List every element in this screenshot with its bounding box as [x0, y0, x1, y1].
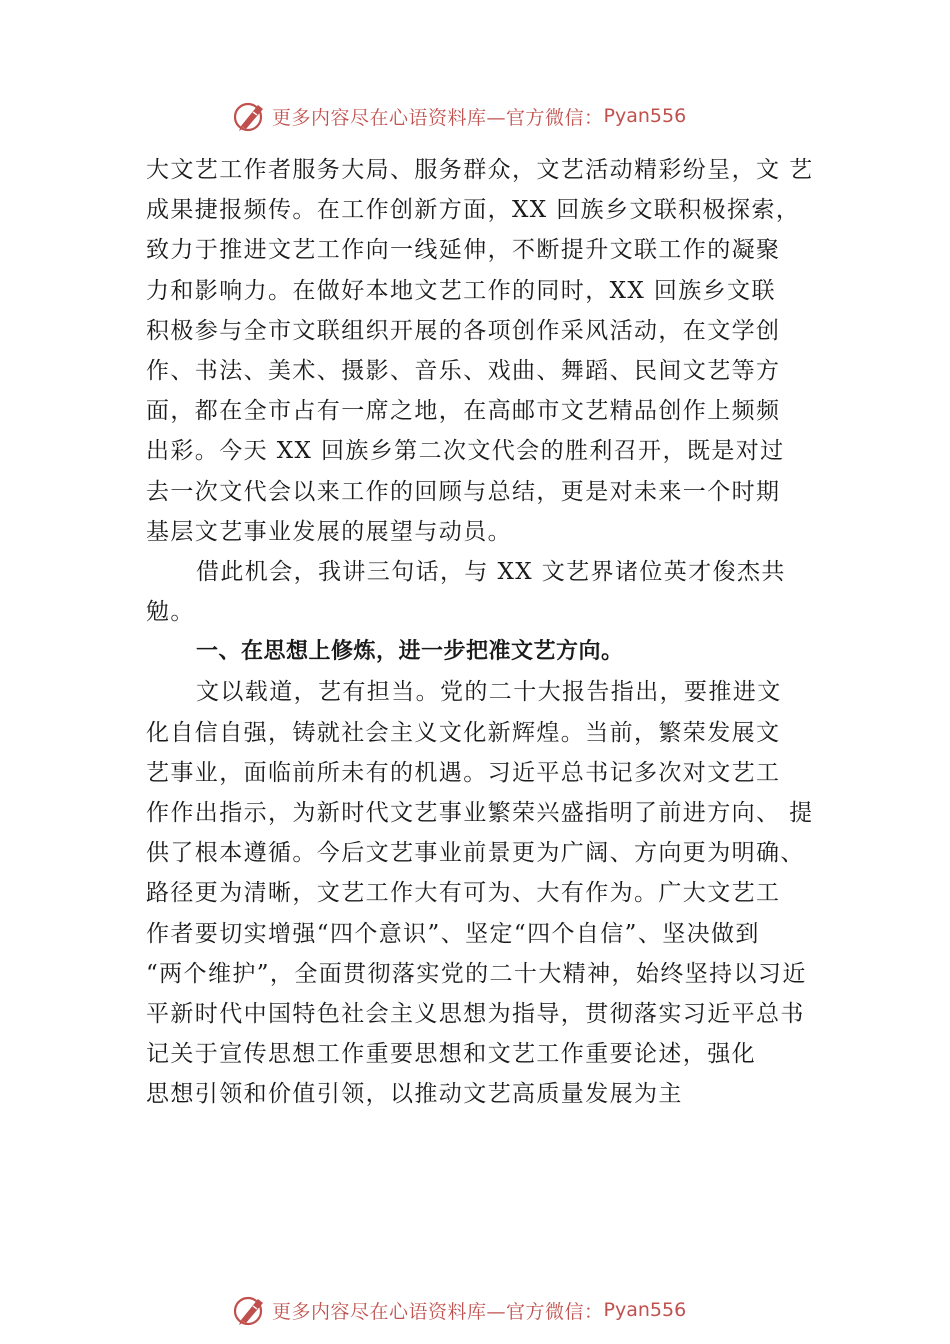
paragraph-line: 供了根本遵循。今后文艺事业前景更为广阔、方向更为明确、: [146, 840, 805, 867]
watermark-account: Pyan556: [603, 1299, 687, 1321]
paragraph-line: 化自信自强，铸就社会主义文化新辉煌。当前，繁荣发展文: [146, 719, 781, 746]
paragraph-line: 思想引领和价值引领，以推动文艺高质量发展为主: [146, 1081, 683, 1108]
paragraph-line: 借此机会，我讲三句话，与 XX 文艺界诸位英才俊杰共: [196, 558, 786, 585]
paragraph-line: 作作出指示，为新时代文艺事业繁荣兴盛指明了前进方向、 提: [146, 800, 814, 826]
paragraph-line: 勉。: [146, 599, 195, 626]
paragraph-line: 去一次文代会以来工作的回顾与总结，更是对未来一个时期: [146, 478, 781, 505]
pen-logo-icon: [232, 98, 268, 134]
watermark-text: 更多内容尽在心语资料库—官方微信：: [272, 1300, 604, 1323]
paragraph-line: 路径更为清晰，文艺工作大有可为、大有作为。广大文艺工: [146, 880, 781, 907]
header-watermark: [232, 96, 732, 136]
paragraph-line: 作者要切实增强“四个意识”、坚定“四个自信”、坚决做到: [146, 920, 760, 947]
document-body: [146, 150, 818, 1115]
paragraph-line: 面，都在全市占有一席之地，在高邮市文艺精品创作上频频: [146, 398, 781, 425]
paragraph-line: 出彩。今天 XX 回族乡第二次文代会的胜利召开，既是对过: [146, 438, 785, 465]
paragraph-line: 记关于宣传思想工作重要思想和文艺工作重要论述，强化: [146, 1041, 756, 1068]
pen-logo-icon: [232, 1292, 268, 1328]
paragraph-line: 力和影响力。在做好本地文艺工作的同时，XX 回族乡文联: [146, 277, 776, 304]
paragraph-line: 成果捷报频传。在工作创新方面，XX 回族乡文联积极探索，: [146, 197, 801, 224]
footer-watermark: [232, 1290, 732, 1330]
paragraph-line: 作、书法、美术、摄影、音乐、戏曲、舞蹈、民间文艺等方: [146, 357, 781, 384]
paragraph-line: 致力于推进文艺工作向一线延伸，不断提升文联工作的凝聚: [146, 237, 781, 264]
paragraph-line: 文以载道，艺有担当。党的二十大报告指出，要推进文: [196, 679, 782, 706]
paragraph-line: 平新时代中国特色社会主义思想为指导，贯彻落实习近平总书: [146, 1000, 805, 1027]
paragraph-line: 积极参与全市文联组织开展的各项创作采风活动，在文学创: [146, 317, 781, 344]
watermark-text: 更多内容尽在心语资料库—官方微信：: [272, 106, 604, 129]
watermark-account: Pyan556: [603, 105, 687, 127]
section-heading: 一、在思想上修炼，进一步把准文艺方向。: [196, 639, 624, 665]
paragraph-line: 大文艺工作者服务大局、服务群众，文艺活动精彩纷呈，文 艺: [146, 157, 814, 183]
paragraph-line: “两个维护”，全面贯彻落实党的二十大精神，始终坚持以习近: [146, 960, 807, 987]
paragraph-line: 基层文艺事业发展的展望与动员。: [146, 518, 512, 545]
paragraph-line: 艺事业，面临前所未有的机遇。习近平总书记多次对文艺工: [146, 759, 781, 786]
